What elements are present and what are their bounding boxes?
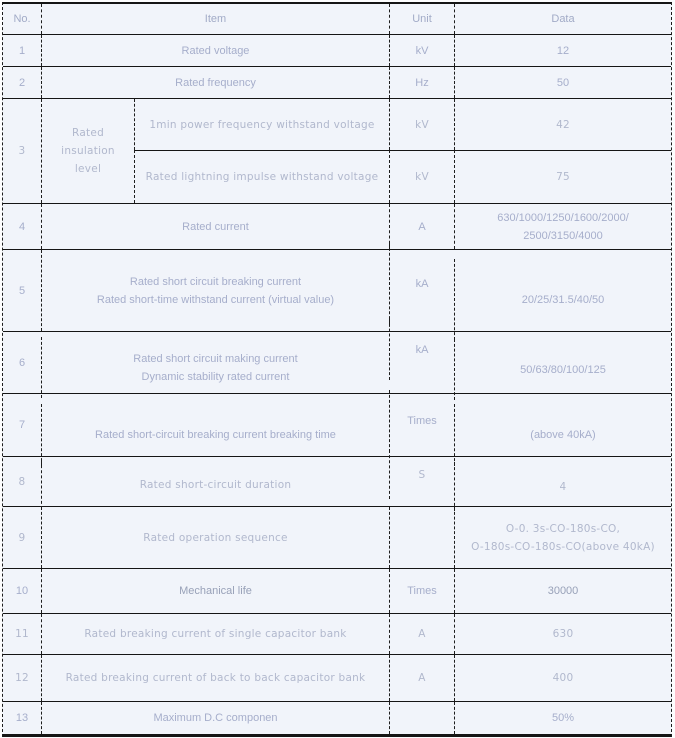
row-number: 6 <box>18 356 26 369</box>
spec-row <box>3 654 671 701</box>
header-data: Data <box>454 4 671 34</box>
spec-row <box>3 331 671 393</box>
spec-row-group <box>3 98 671 203</box>
spec-unit: A <box>389 614 454 654</box>
spec-row <box>3 34 671 66</box>
spec-data: 42 <box>454 99 671 150</box>
spec-data: 50% <box>454 702 671 734</box>
spec-item: Rated current <box>41 204 389 249</box>
header-unit: Unit <box>389 4 454 34</box>
spec-unit: A <box>389 204 454 249</box>
header-no: No. <box>13 13 31 25</box>
spec-item: Rated voltage <box>41 35 389 66</box>
spec-item-line: Rated short-time withstand current (virtual value) <box>96 293 335 306</box>
spec-item <box>41 250 389 331</box>
spec-group-label <box>41 99 134 203</box>
spec-item: Rated operation sequence <box>41 507 389 568</box>
spec-unit: Times <box>389 569 454 613</box>
row-number: 9 <box>18 531 26 544</box>
spec-unit: kV <box>389 150 454 203</box>
spec-unit: Hz <box>389 67 454 98</box>
spec-data <box>454 204 671 249</box>
spec-data-line: O-180s-CO-180s-CO(above 40kA) <box>471 540 655 553</box>
spec-row <box>3 203 671 249</box>
spec-row <box>3 568 671 613</box>
row-number: 8 <box>18 475 26 488</box>
row-number: 12 <box>15 672 29 684</box>
spec-unit: S <box>389 450 454 499</box>
table-header-row <box>3 4 671 34</box>
spec-item: Rated lightning impulse withstand voltage <box>134 150 389 203</box>
row-number: 11 <box>15 628 29 640</box>
spec-unit: kA <box>389 243 454 324</box>
spec-data: 75 <box>454 150 671 203</box>
spec-row <box>3 66 671 98</box>
spec-unit: A <box>389 655 454 701</box>
group-label-line: Rated insulation <box>61 127 115 157</box>
spec-item: Rated breaking current of back to back capacitor bank <box>41 655 389 701</box>
spec-data: 20/25/31.5/40/50 <box>454 259 671 340</box>
spec-item <box>41 337 389 398</box>
spec-data: 630 <box>454 614 671 654</box>
row-number: 10 <box>15 585 29 597</box>
spec-row <box>3 701 671 734</box>
row-number: 5 <box>18 284 26 297</box>
spec-data: 50/63/80/100/125 <box>454 339 671 400</box>
spec-data: 400 <box>454 655 671 701</box>
spec-row <box>3 249 671 331</box>
spec-item: Maximum D.C componen <box>41 702 389 734</box>
spec-data-line: 2500/3150/4000 <box>523 229 603 242</box>
row-number: 2 <box>18 76 26 89</box>
spec-item: Rated breaking current of single capacitor bank <box>41 614 389 654</box>
spec-item-line: Rated short circuit breaking current <box>129 275 302 288</box>
spec-data: 12 <box>454 35 671 66</box>
spec-data <box>454 507 671 568</box>
spec-data: 4 <box>454 462 671 511</box>
row-number: 13 <box>15 712 29 724</box>
spec-row <box>3 613 671 654</box>
spec-data: (above 40kA) <box>454 404 671 466</box>
header-item: Item <box>41 4 389 34</box>
spec-row <box>3 456 671 506</box>
spec-unit <box>389 507 454 568</box>
spec-item: Rated frequency <box>41 67 389 98</box>
spec-unit <box>389 702 454 734</box>
specification-table <box>2 2 672 737</box>
spec-data: 50 <box>454 67 671 98</box>
row-number: 7 <box>18 419 26 431</box>
spec-data-line: 630/1000/1250/1600/2000/ <box>497 211 629 224</box>
spec-unit: kA <box>389 319 454 380</box>
spec-item: Rated short-circuit breaking current breaking time <box>41 404 389 466</box>
spec-data-line: O-0. 3s-CO-180s-CO, <box>505 522 621 535</box>
row-number: 1 <box>18 44 26 57</box>
spec-data: 30000 <box>454 569 671 613</box>
spec-row <box>3 393 671 456</box>
spec-row <box>3 506 671 568</box>
spec-item-line: Dynamic stability rated current <box>141 370 290 383</box>
spec-unit: Times <box>389 390 454 452</box>
spec-item: Mechanical life <box>41 569 389 613</box>
spec-item-line: Rated short circuit making current <box>133 352 298 365</box>
row-number: 3 <box>18 145 26 157</box>
spec-unit: kV <box>389 99 454 150</box>
spec-item: Rated short-circuit duration <box>41 460 389 509</box>
group-label-line: level <box>74 163 102 175</box>
row-number: 4 <box>18 220 26 233</box>
spec-item: 1min power frequency withstand voltage <box>134 99 389 150</box>
spec-unit: kV <box>389 35 454 66</box>
